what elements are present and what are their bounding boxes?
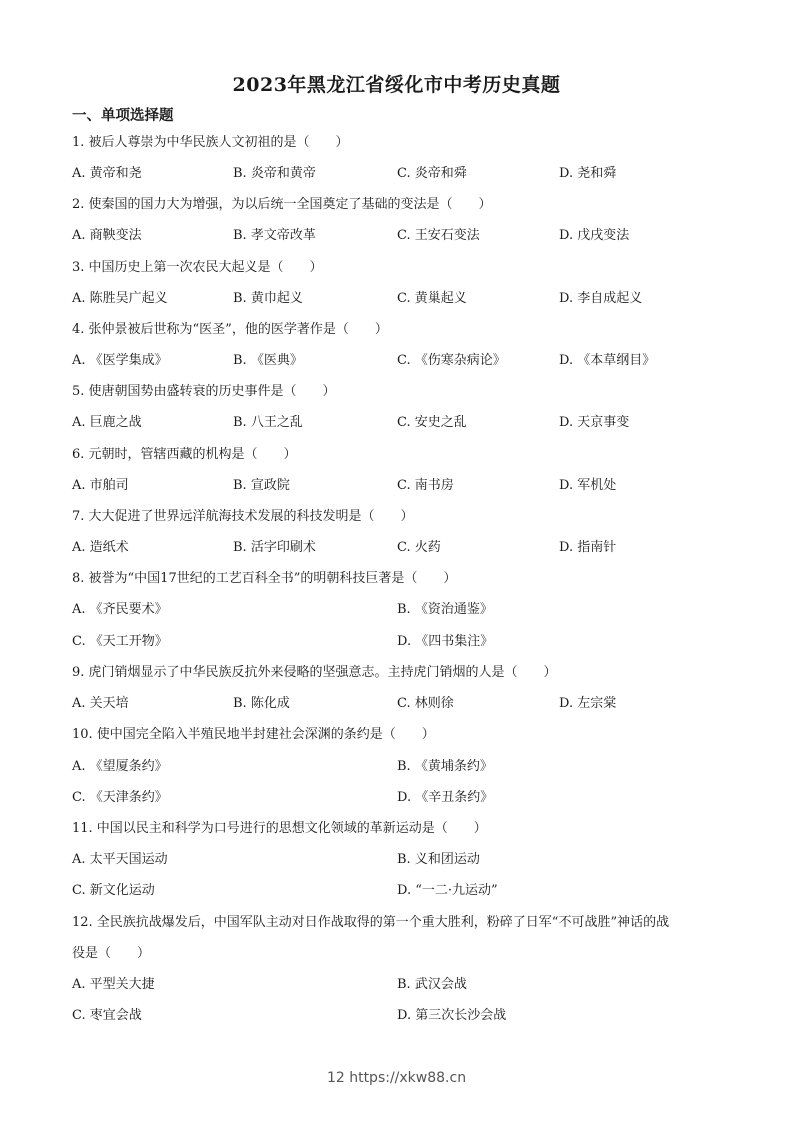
question-6-stem: 6. 元朝时，管辖西藏的机构是（ ） — [72, 447, 297, 462]
question-6-option-c: C. 南书房 — [397, 478, 454, 493]
question-12-option-a: A. 平型关大捷 — [72, 977, 155, 992]
question-5-option-c: C. 安史之乱 — [397, 415, 467, 430]
question-10-option-a: A. 《望厦条约》 — [72, 759, 168, 774]
question-5-option-b: B. 八王之乱 — [233, 415, 303, 430]
question-1-option-c: C. 炎帝和舜 — [397, 166, 467, 181]
question-8-option-c: C. 《天工开物》 — [72, 634, 168, 649]
question-5-stem: 5. 使唐朝国势由盛转衰的历史事件是（ ） — [72, 384, 336, 399]
question-2-option-d: D. 戊戌变法 — [559, 228, 630, 243]
question-4-option-c: C. 《伤寒杂病论》 — [397, 353, 506, 368]
question-11-option-b: B. 义和团运动 — [397, 852, 480, 867]
question-7-stem: 7. 大大促进了世界远洋航海技术发展的科技发明是（ ） — [72, 509, 414, 524]
question-9-option-d: D. 左宗棠 — [559, 696, 617, 711]
question-8-stem: 8. 被誉为“中国17世纪的工艺百科全书”的明朝科技巨著是（ ） — [72, 571, 457, 586]
question-10-stem: 10. 使中国完全陷入半殖民地半封建社会深渊的条约是（ ） — [72, 727, 435, 742]
page-title: 2023年黑龙江省绥化市中考历史真题 — [232, 74, 561, 96]
question-4-option-a: A. 《医学集成》 — [72, 353, 168, 368]
question-6-option-a: A. 市舶司 — [72, 478, 129, 493]
question-4-option-d: D. 《本草纲目》 — [559, 353, 656, 368]
question-2-option-b: B. 孝文帝改革 — [233, 228, 316, 243]
question-1-option-d: D. 尧和舜 — [559, 166, 617, 181]
question-4-stem: 4. 张仲景被后世称为“医圣”，他的医学著作是（ ） — [72, 322, 388, 337]
page-footer: 12 https://xkw88.cn — [326, 1070, 467, 1086]
question-12-stem-line2: 役是（ ） — [72, 946, 151, 961]
question-7-option-a: A. 造纸术 — [72, 540, 129, 555]
question-11-option-a: A. 太平天国运动 — [72, 852, 168, 867]
question-12-option-c: C. 枣宜会战 — [72, 1008, 142, 1023]
question-1-stem: 1. 被后人尊崇为中华民族人文初祖的是（ ） — [72, 135, 349, 150]
question-9-stem: 9. 虎门销烟显示了中华民族反抗外来侵略的坚强意志。主持虎门销烟的人是（ ） — [72, 665, 557, 680]
question-3-option-b: B. 黄巾起义 — [233, 291, 303, 306]
question-5-option-a: A. 巨鹿之战 — [72, 415, 142, 430]
question-6-option-d: D. 军机处 — [559, 478, 617, 493]
question-12-option-b: B. 武汉会战 — [397, 977, 467, 992]
question-3-stem: 3. 中国历史上第一次农民大起义是（ ） — [72, 260, 323, 275]
question-3-option-a: A. 陈胜吴广起义 — [72, 291, 168, 306]
question-1-option-b: B. 炎帝和黄帝 — [233, 166, 316, 181]
question-8-option-b: B. 《资治通鉴》 — [397, 602, 493, 617]
question-7-option-d: D. 指南针 — [559, 540, 617, 555]
question-9-option-a: A. 关天培 — [72, 696, 129, 711]
question-11-stem: 11. 中国以民主和科学为口号进行的思想文化领域的革新运动是（ ） — [72, 821, 487, 836]
question-8-option-d: D. 《四书集注》 — [397, 634, 494, 649]
section-heading: 一、单项选择题 — [72, 107, 174, 124]
question-4-option-b: B. 《医典》 — [233, 353, 303, 368]
question-3-option-d: D. 李自成起义 — [559, 291, 643, 306]
question-9-option-b: B. 陈化成 — [233, 696, 290, 711]
question-11-option-c: C. 新文化运动 — [72, 883, 155, 898]
question-12-option-d: D. 第三次长沙会战 — [397, 1008, 507, 1023]
question-10-option-b: B. 《黄埔条约》 — [397, 759, 493, 774]
question-9-option-c: C. 林则徐 — [397, 696, 454, 711]
question-10-option-c: C. 《天津条约》 — [72, 790, 168, 805]
question-7-option-c: C. 火药 — [397, 540, 441, 555]
question-1-option-a: A. 黄帝和尧 — [72, 166, 142, 181]
question-6-option-b: B. 宣政院 — [233, 478, 290, 493]
question-2-stem: 2. 使秦国的国力大为增强，为以后统一全国奠定了基础的变法是（ ） — [72, 197, 492, 212]
question-3-option-c: C. 黄巢起义 — [397, 291, 467, 306]
question-10-option-d: D. 《辛丑条约》 — [397, 790, 494, 805]
question-12-stem-line1: 12. 全民族抗战爆发后，中国军队主动对日作战取得的第一个重大胜利，粉碎了日军“不可战胜”神话的战 — [72, 915, 670, 930]
question-2-option-c: C. 王安石变法 — [397, 228, 480, 243]
question-11-option-d: D. “一二·九运动” — [397, 883, 498, 898]
question-8-option-a: A. 《齐民要术》 — [72, 602, 168, 617]
question-7-option-b: B. 活字印刷术 — [233, 540, 316, 555]
question-2-option-a: A. 商鞅变法 — [72, 228, 142, 243]
question-5-option-d: D. 天京事变 — [559, 415, 630, 430]
